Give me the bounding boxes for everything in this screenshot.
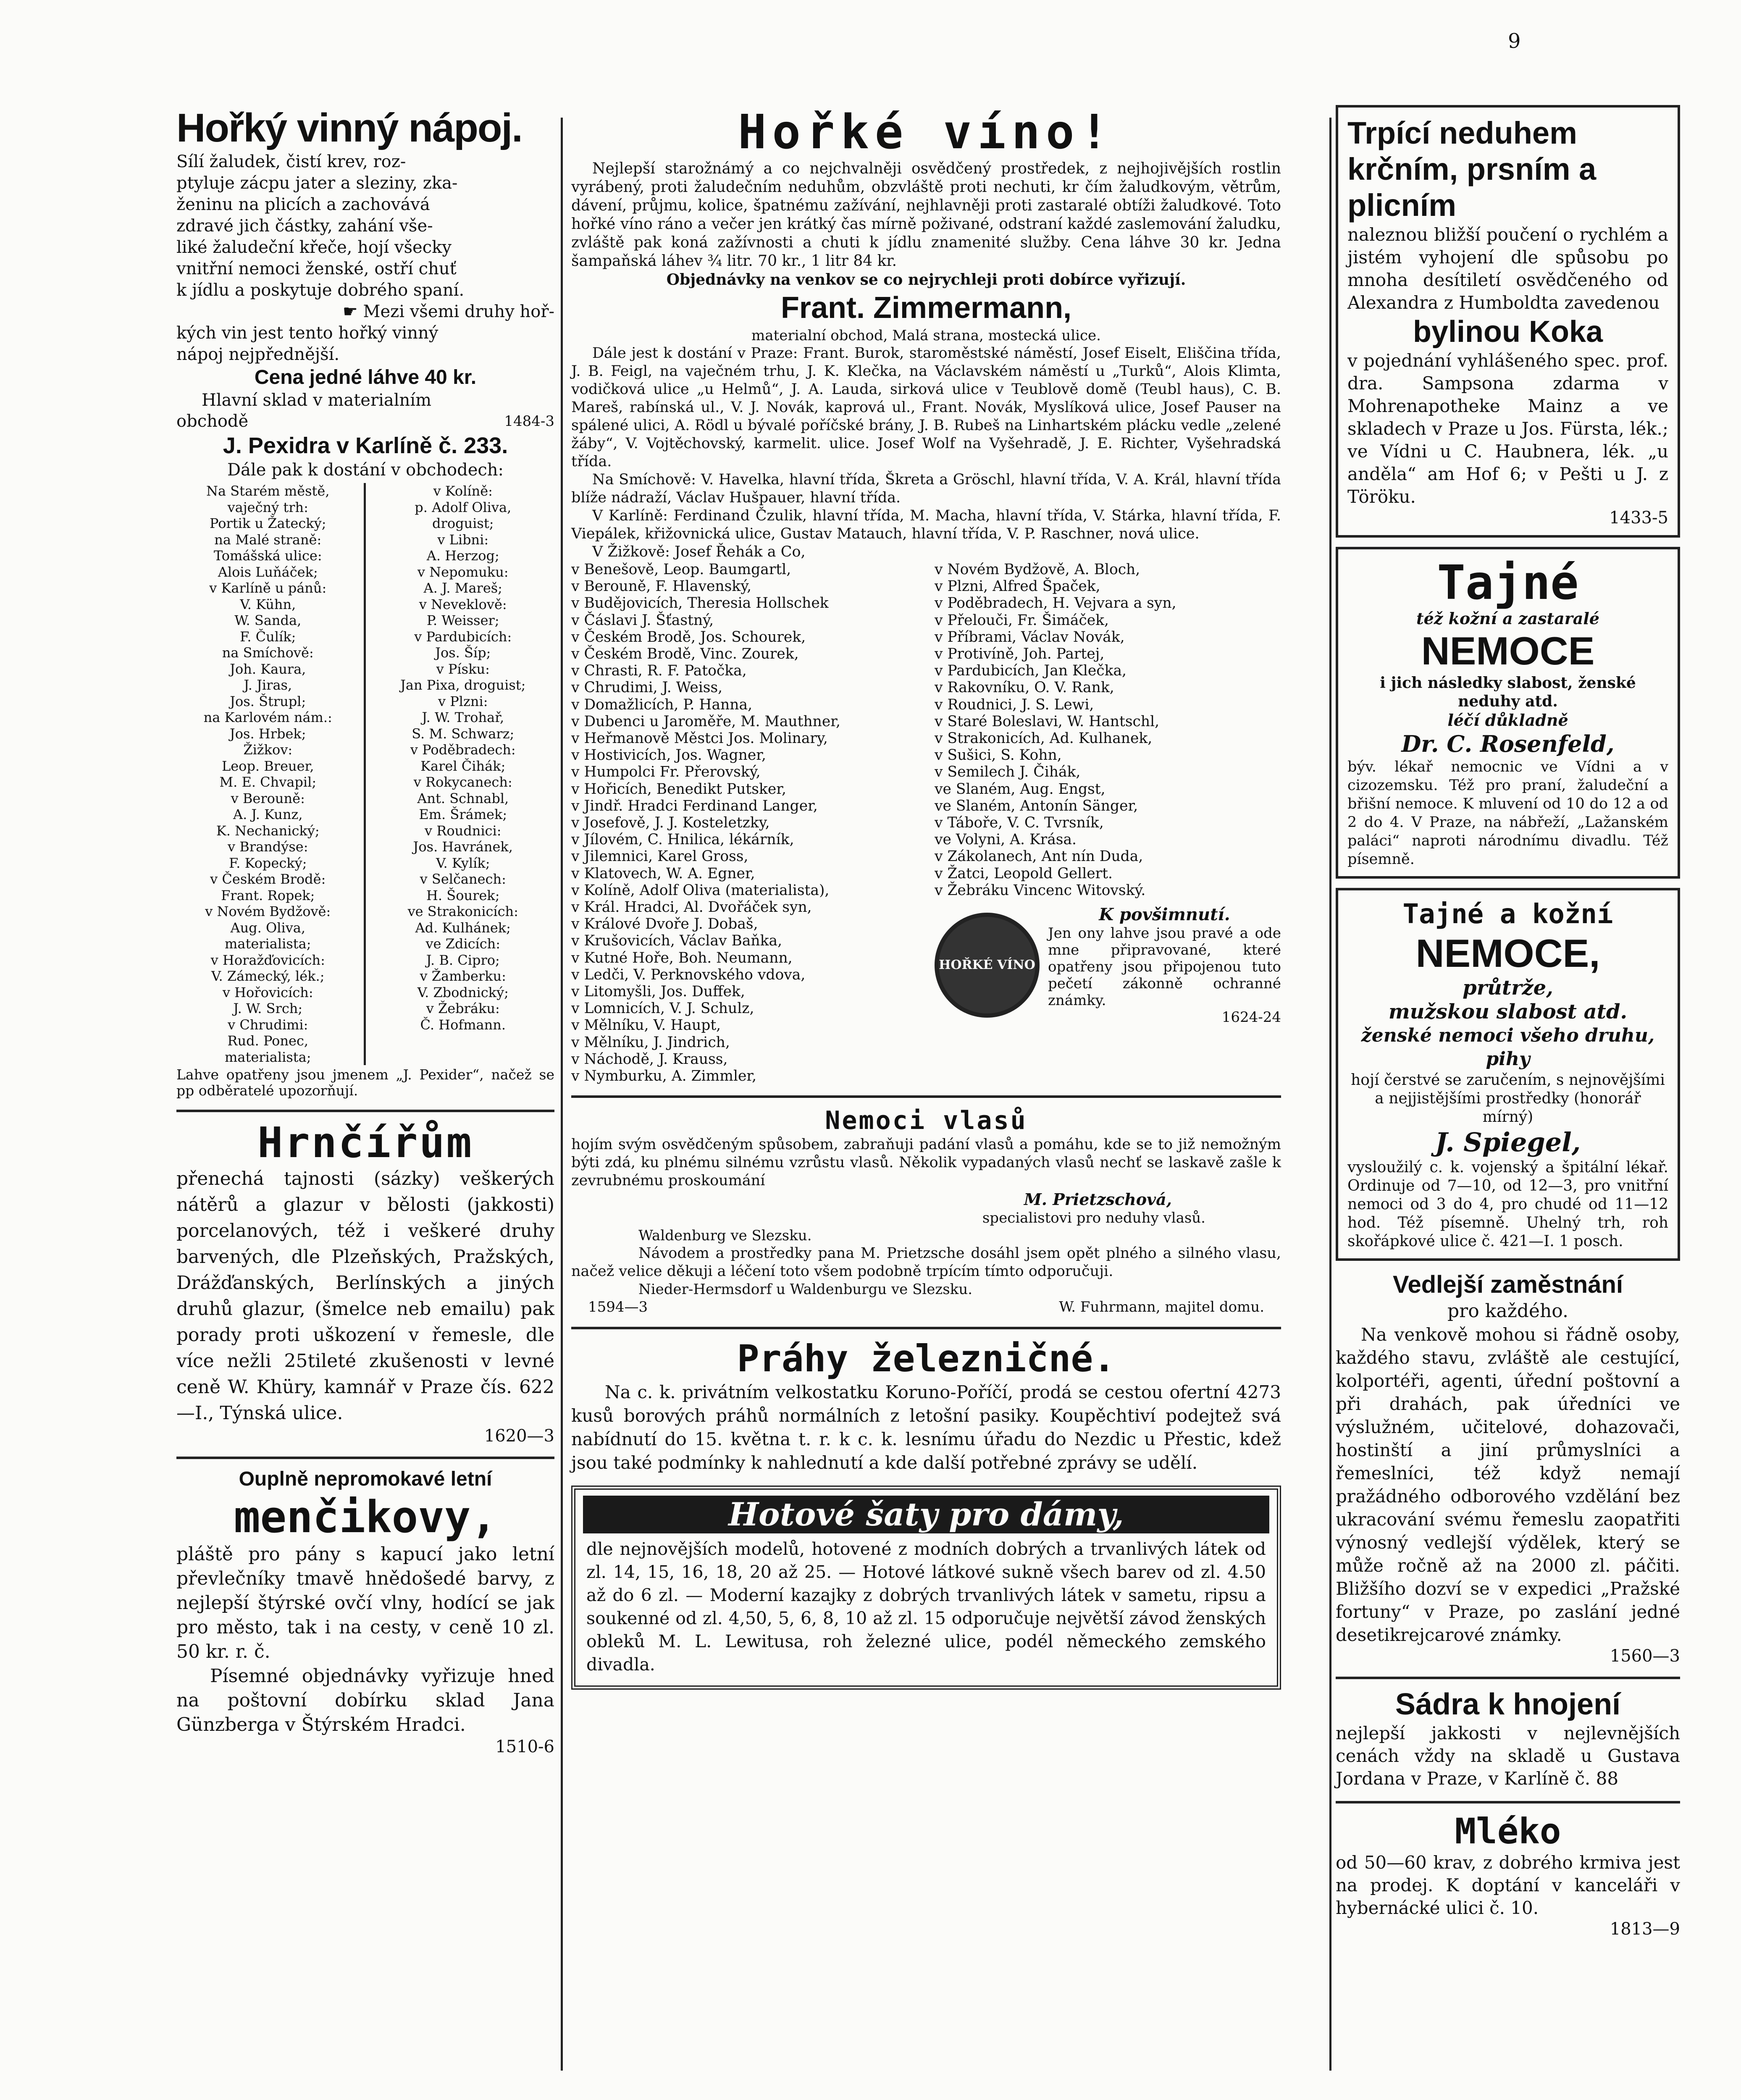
town-retailer: v Klatovech, W. A. Egner, — [571, 865, 755, 882]
ad-title: Hrnčířům — [257, 1118, 473, 1167]
shop-entry: P. Weisser; — [426, 612, 499, 628]
ad-body: dle nejnovějších modelů, hotovené z modních dobrých a trvanlivých látek od zl. 14, 15, 16, 18, 20 až 25. — Hotové látkové sukně všech barev od zl. 4.50 až do 6 zl. — Moderní kazajky z dobrých trvanlivých látek v sametu, ripsu a soukenné od zl. 4,50, 5, 6, 8, 10 až zl. 15 odporučuje největší závod ženských obleků M. L. Lewitusa, roh železné ulice, podél německého zemského divadla. — [586, 1539, 1266, 1675]
ad-line: vnitřní nemoci ženské, ostří chuť — [176, 259, 457, 278]
shop-entry: J. W. Srch; — [233, 1000, 303, 1016]
wine-seal-icon — [935, 913, 1040, 1018]
town-retailer: v Benešově, Leop. Baumgartl, — [571, 561, 791, 578]
town-retailer: v Hostivicích, Jos. Wagner, — [571, 747, 766, 764]
town-retailer: v Žebráku Vincenc Witovský. — [935, 882, 1146, 899]
town-retailer: v Králové Dvoře J. Dobaš, — [571, 916, 758, 933]
shop-entry: v Neveklově: — [419, 596, 507, 612]
shop-entry: H. Šourek; — [426, 887, 500, 903]
ad-ladies-dresses — [571, 1486, 1281, 1690]
town-retailer: v Sušici, S. Kohn, — [935, 747, 1062, 764]
town-retailer: ve Slaném, Antonín Sänger, — [935, 797, 1138, 814]
town-retailer: v Dubenci u Jaroměře, M. Mauthner, — [571, 713, 840, 730]
warehouse-text: obchodě — [176, 412, 249, 431]
town-retailer: v Žatci, Leopold Gellert. — [935, 865, 1113, 882]
town-retailer: v Josefově, J. J. Kosteletzky, — [571, 814, 770, 832]
retailers-prague: Dále jest k dostání v Praze: Frant. Burok, staroměstské náměstí, Josef Eiselt, Eliščina třída, J. B. Feigl, na vaječném trhu, J. K. Klečka, na Václavském náměstí u „Turků“, Alois Klimta, vodičková ulice „u Helmů“, J. A. Lauda, sirková ulice v Teublově domě (Teubl haus), C. B. Mareš, rabínská ul., V. J. Novák, kaprová ul., Frant. Novák, Myslíková ulice, Josef Pauser na spálené ulici, A. Rödl u bývalé poříčské brány, J. B. Rubeš na Linhartském plácku vedle „zelené žáby“, V. Vojtěchovský, karmelit. ulice. Josef Wolf na Vyšehradě, J. E. Richter, Vyšehradská třída. — [571, 345, 1281, 470]
shop-entry: V. Zbodnický; — [417, 984, 509, 1000]
ad-side-job — [1336, 1270, 1680, 1666]
shop-entry: Jos. Štrupl; — [230, 693, 306, 709]
town-retailer: v Domažlicích, P. Hanna, — [571, 696, 753, 713]
shop-entry: v Horažďovicích: — [210, 952, 325, 968]
ad-sub-3: ženské nemoci všeho druhu, pihy — [1361, 1025, 1655, 1070]
shop-entry: v Novém Bydžově: — [205, 903, 331, 919]
divider — [176, 1457, 554, 1459]
town-retailer: v Novém Bydžově, A. Bloch, — [935, 561, 1140, 578]
shop-entry: Na Starém městě, — [206, 483, 330, 499]
shop-entry: J. B. Cipro; — [426, 952, 500, 968]
shop-entry: vaječný trh: — [227, 499, 308, 515]
town-retailer: v Budějovicích, Theresia Hollschek — [571, 595, 829, 612]
divider — [176, 1110, 554, 1112]
seal-text: HOŘKÉ VÍNO — [939, 958, 1035, 973]
town-retailer: v Přelouči, Fr. Šimáček, — [935, 612, 1109, 629]
ad-body: od 50—60 krav, z dobrého krmiva jest na prodej. K doptání v kanceláři v hybernácké ulici č. 10. — [1336, 1852, 1680, 1918]
ad-body: hojím svým osvědčeným spůsobem, zabraňuji padání vlasů a pomáhu, kde se to již nemožným býti zdá, ku plnému silnému vzrůstu vlasů. Několik vypadaných vlasů nechť se laskavě zašle k zevrubnému proskoumání — [571, 1136, 1281, 1189]
town-retailer: v Kutné Hoře, Boh. Neumann, — [571, 949, 793, 966]
shop-entry: W. Sanda, — [234, 612, 302, 628]
town-retailer: v Hořicích, Benedikt Putsker, — [571, 780, 786, 798]
ad-body: naleznou bližší poučení o rychlém a jistém vyhojení dle spůsobu po mnoha desítiletí osvědčeného od Alexandra z Humboldta zavedenou — [1347, 224, 1668, 313]
seller-name: J. Pexidra v Karlíně č. 233. — [223, 433, 508, 458]
town-retailer: v Čáslavi J. Šťastný, — [571, 612, 714, 629]
shop-entry: J. W. Trohař, — [422, 709, 504, 725]
town-retailer: v Roudnici, J. S. Lewi, — [935, 696, 1094, 713]
shop-entry: Karel Čihák; — [420, 758, 506, 774]
town-retailer: v Rakovníku, O. V. Rank, — [935, 679, 1114, 696]
ad-ref: 1484-3 — [504, 413, 554, 430]
ad-body: pláště pro pány s kapucí jako letní převlečníky tmavě hnědošedé barvy, z nejlepší štýrské ovčí vlny, hodící se jak pro město, tak i na cesty, v ceně 10 zl. 50 kr. r. č. — [176, 1544, 554, 1662]
ad-line-2: léčí důkladně — [1447, 711, 1568, 730]
town-retailer: v Jílovém, C. Hnilica, lékárník, — [571, 831, 794, 848]
ad-ref: 1560—3 — [1610, 1646, 1680, 1666]
shop-entry: ve Strakonicích: — [407, 903, 518, 919]
ad-secret-diseases-2 — [1336, 888, 1680, 1261]
town-retailer: v Táboře, V. C. Tvrsník, — [935, 814, 1104, 832]
shop-entry: V. Zámecký, lék.; — [211, 968, 325, 984]
shop-entry: Joh. Kaura, — [230, 661, 306, 677]
shop-entry: K. Nechanický; — [216, 822, 320, 839]
place-2: Nieder-Hermsdorf u Waldenburgu ve Slezsku. — [638, 1281, 973, 1298]
ad-ref: 1510-6 — [495, 1737, 554, 1756]
signature: M. Prietzschová, — [1024, 1190, 1172, 1209]
shop-entry: ve Zdicích: — [425, 936, 501, 952]
towns-right — [935, 561, 1281, 899]
ad-body: Na venkově mohou si řádně osoby, každého stavu, zvláště ale cestující, kolportéři, agenti, úřední poštovní a při drahách, pak úředníci ve výslužném, učitelové, dohazovači, hostinští a jiní průmyslníci a řemeslníci, též když nemají pražádného odborového vzdělání bez ukracování svému řemeslu zaopatřiti výnosný vedlejší výdělek, který se může ročně až na 2000 zl. páčiti. Bližšího dozví se v expedici „Pražské fortuny“ v Praze, po zaslání jedné desetikrejcarové známky. — [1336, 1324, 1680, 1645]
ad-title: Sádra k hnojení — [1395, 1688, 1621, 1721]
signer-row — [571, 1298, 1281, 1316]
shop-entry: Ant. Schnabl, — [417, 790, 509, 806]
shop-entry: Leop. Breuer, — [221, 758, 314, 774]
town-retailer: v Chrudimi, J. Weiss, — [571, 679, 723, 696]
ad-title-2: NEMOCE, — [1415, 931, 1600, 975]
ad-ref: 1433-5 — [1609, 508, 1668, 528]
signature-sub: specialistovi pro neduhy vlasů. — [982, 1210, 1205, 1227]
shop-entry: v Libni: — [437, 531, 489, 548]
ad-line: ženinu na plicích a zachovává — [176, 195, 430, 214]
ad-raincoats — [176, 1467, 554, 1756]
shop-entry: v Brandýse: — [228, 839, 308, 855]
shop-entry: v Nepomuku: — [417, 564, 509, 580]
ad-body — [176, 151, 554, 365]
town-retailer: v Humpolci Fr. Přerovský, — [571, 764, 761, 781]
shop-entry: Portik u Žatecký; — [209, 515, 326, 531]
ad-title: Trpící neduhem krčním, prsním a plicním — [1347, 116, 1597, 223]
price: Cena jedné láhve 40 kr. — [254, 366, 477, 388]
town-retailer: v Staré Boleslavi, W. Hantschl, — [935, 713, 1160, 730]
shop-entry: v Žamberku: — [420, 968, 506, 984]
shop-entry: materialista; — [225, 1049, 311, 1065]
doctor-name: Dr. C. Rosenfeld, — [1401, 730, 1615, 757]
shop-entry: Em. Šrámek; — [419, 806, 507, 822]
ad-line: nápoj nejpřednější. — [176, 345, 340, 364]
place: Waldenburg ve Slezsku. — [638, 1227, 812, 1244]
ad-title: Hotové šaty pro dámy, — [583, 1496, 1269, 1533]
town-retailer: v Náchodě, J. Krauss, — [571, 1050, 728, 1068]
shop-entry: J. Jiras, — [244, 677, 292, 693]
ad-line-1: i jich následky slabost, ženské neduhy atd. — [1380, 674, 1636, 710]
town-retailer: v Krušovicích, Václav Baňka, — [571, 932, 783, 950]
shop-entry: na Smíchově: — [222, 645, 314, 661]
warehouse-line: Hlavní sklad v materialním — [202, 391, 431, 410]
warehouse-line-2 — [176, 411, 554, 432]
ad-body: Nejlepší starožnámý a co nejchvalněji osvědčený prostředek, z nejhojivějších rostlin vyrábený, proti žaludečním neduhům, obzvláště proti nechuti, kr čím žaludkovým, větrům, dávení, průjmu, kolice, špatnému zažívání, nejhlavněji proti zastaralé obtíži žaludkové. Toto hořké víno ráno a večer jen krátký čas mírně poživané, odstraní každé zaslemování žaludku, zvláště pak koná zažívnosti a chuti k jídlu znamenité služby. Cena láhve 30 kr. Jedna šampaňská láhev ¾ litr. 70 kr., 1 litr 84 kr. — [571, 160, 1281, 270]
footnote: Lahve opatřeny jsou jmenem „J. Pexider“, načež se pp odběratelé upozorňují. — [176, 1066, 554, 1099]
town-retailer: v Semilech J. Čihák, — [935, 764, 1081, 781]
shop-entry: p. Adolf Oliva, — [415, 499, 512, 515]
shop-entry: v Poděbradech: — [410, 742, 516, 758]
shop-entry: A. J. Kunz, — [233, 806, 303, 822]
shop-entry: A. Herzog; — [426, 548, 499, 564]
ad-line — [176, 301, 554, 323]
pointing-hand-icon: ☛ — [342, 302, 363, 321]
shop-entry: Rud. Ponec, — [227, 1033, 309, 1049]
notice-ref: 1624-24 — [1221, 1009, 1281, 1026]
ad-title: menčikovy, — [234, 1491, 497, 1543]
shop-entry: V. Kylík; — [436, 855, 490, 871]
retailers-towns — [571, 561, 1281, 1084]
shop-entry: na Karlovém nám.: — [203, 709, 332, 725]
seller-sub: materialní obchod, Malá strana, mostecká ulice. — [751, 327, 1101, 344]
town-retailer: v Českém Brodě, Jos. Schourek, — [571, 628, 806, 646]
shop-entry: v Karlíně u pánů: — [209, 580, 327, 596]
ad-title: Tajné — [1437, 556, 1579, 610]
town-retailer: v Jilemnici, Karel Gross, — [571, 848, 748, 865]
shop-entry: v Hořovicích: — [222, 984, 313, 1000]
ad-bitter-wine — [571, 105, 1281, 1084]
ad-body-2: Písemné objednávky vyřizuje hned na poštovní dobírku sklad Jana Günzberga v Štýrském Hradci. — [176, 1665, 554, 1735]
ad-line: Sílí žaludek, čistí krev, roz- — [176, 152, 406, 171]
shop-list — [176, 483, 554, 1065]
ad-bitter-wine-drink — [176, 105, 554, 1099]
ad-line: liké žaludeční křeče, hojí všecky — [176, 238, 452, 257]
shop-entry: Ad. Kulhánek; — [415, 919, 511, 936]
shop-entry: Jos. Šíp; — [435, 645, 491, 661]
ad-title-2: NEMOCE — [1421, 629, 1595, 673]
ad-line: zdravé jich částky, zahání vše- — [176, 216, 433, 236]
trademark-notice — [935, 905, 1281, 1026]
ad-subtitle: též kožní a zastaralé — [1416, 609, 1599, 628]
shop-entry: v Rokycanech: — [413, 774, 512, 790]
town-retailer: v Jindř. Hradci Ferdinand Langer, — [571, 797, 818, 814]
shop-entry: v Berouně: — [231, 790, 305, 806]
ad-title: Hořký vinný nápoj. — [176, 105, 522, 150]
ad-title: Nemoci vlasů — [825, 1106, 1027, 1136]
ad-milk — [1336, 1811, 1680, 1939]
orders-note: Objednávky na venkov se co nejrychleji proti dobírce vyřizují. — [666, 271, 1186, 289]
divider — [1336, 1801, 1680, 1803]
town-retailer: v Heřmanově Městci Jos. Molinary, — [571, 730, 828, 747]
shop-entry: v Plzni: — [438, 693, 488, 709]
ad-body: nejlepší jakkosti v nejlevnějších cenách vždy na skladě u Gustava Jordana v Praze, v Karlíně č. 88 — [1336, 1723, 1680, 1789]
shop-entry: v Písku: — [436, 661, 490, 677]
shop-entry: v Roudnici: — [425, 822, 502, 839]
right-column — [1336, 105, 1680, 1950]
town-retailer: v Strakonicích, Ad. Kulhanek, — [935, 730, 1153, 747]
shop-entry: materialista; — [225, 936, 311, 952]
shop-entry: na Malé straně: — [214, 531, 322, 548]
shop-entry: v Selčanech: — [420, 871, 506, 887]
ad-sub-2: mužskou slabost atd. — [1388, 1000, 1628, 1024]
ad-line: k jídlu a poskytuje dobrého spaní. — [176, 281, 465, 300]
shop-entry: M. E. Chvapil; — [219, 774, 317, 790]
town-retailer: v Chrasti, R. F. Patočka, — [571, 662, 747, 680]
ad-title: Mléko — [1455, 1811, 1561, 1852]
ad-title: Hořké víno! — [738, 105, 1114, 160]
town-retailer: v Ledči, V. Perknovského vdova, — [571, 966, 806, 983]
ad-koka — [1336, 105, 1680, 538]
ad-secret-diseases-1 — [1336, 547, 1680, 879]
ad-title-2: bylinou Koka — [1413, 315, 1603, 349]
middle-column — [571, 105, 1281, 1699]
shop-list-left — [176, 483, 366, 1065]
notice-wrap — [1048, 905, 1281, 1026]
retailers-karlin: V Karlíně: Ferdinand Čzulik, hlavní třída, M. Macha, hlavní třída, V. Stárka, hlavní třída, F. Viepálek, křižovnická ulice, Gustav Matauch, hlavní třída, V. P. Raschner, nová ulice. — [571, 507, 1281, 542]
divider — [571, 1095, 1281, 1098]
town-retailer: v Mělníku, V. Haupt, — [571, 1017, 721, 1034]
ad-railway-sleepers — [571, 1337, 1281, 1475]
town-retailer: v Plzni, Alfred Špaček, — [935, 578, 1100, 595]
ad-gypsum — [1336, 1687, 1680, 1790]
ad-body: býv. lékař nemocnic ve Vídni a v cizozemsku. Též pro praní, žaludeční a břišní nemoce. K mluvení od 10 do 12 a od 2 do 4. V Praze, na nábřeží, „Lažanském paláci“ naproti národnímu divadlu. Též písemně. — [1347, 759, 1668, 868]
ad-body: Na c. k. privátním velkostatku Koruno-Poříčí, prodá se cestou ofertní 4273 kusů borových práhů normálních z letošní pasiky. Koupěchtiví podejtež svá nabídnutí do 15. května t. r. k c. k. lesnímu úřadu do Nezdic u Přestic, kdež jsou také podmínky k nahlednutí a kde další potřebné zprávy se udělí. — [571, 1382, 1281, 1473]
ad-ref: 1813—9 — [1610, 1919, 1680, 1939]
signer: W. Fuhrmann, majitel domu. — [1059, 1299, 1264, 1316]
further-shops: Dále pak k dostání v obchodech: — [227, 460, 504, 480]
testimonial: Návodem a prostředky pana M. Prietzsche dosáhl jsem opět plného a silného vlasu, načež velice děkuji a léčení toto všem podobně trpícím tímto odporučuji. — [571, 1245, 1281, 1280]
seller-name: Frant. Zimmermann, — [780, 291, 1072, 325]
shop-entry: v Chrudimi: — [228, 1016, 308, 1033]
shop-entry: F. Kopecký; — [229, 855, 307, 871]
shop-entry: v Českém Brodě: — [210, 871, 326, 887]
shop-entry: F. Čulík; — [240, 628, 296, 645]
town-retailer: v Příbrami, Václav Novák, — [935, 628, 1125, 646]
town-retailer: v Pardubicích, Jan Klečka, — [935, 662, 1127, 680]
retailers-zizkov: V Žižkově: Josef Řehák a Co, — [592, 543, 806, 560]
town-retailer: ve Slaném, Aug. Engst, — [935, 780, 1106, 798]
notice-head: K povšimnutí. — [1099, 905, 1230, 925]
shop-entry: Jan Pixa, droguist; — [400, 677, 526, 693]
ad-line: kých vin jest tento hořký vinný — [176, 323, 439, 343]
ad-subtitle: pro každého. — [1447, 1300, 1568, 1322]
shop-entry: Tomášská ulice: — [213, 548, 322, 564]
shop-entry: Frant. Ropek; — [221, 887, 315, 903]
shop-list-right — [366, 483, 555, 1065]
ad-line: ptyluje zácpu jater a sleziny, zka- — [176, 173, 458, 193]
shop-entry: v Kolíně: — [433, 483, 493, 499]
shop-entry: droguist; — [432, 515, 494, 531]
ad-title: Vedlejší zaměstnání — [1392, 1271, 1623, 1298]
ad-sub-1: průtrže, — [1463, 976, 1553, 1000]
town-retailer: v Lomnicích, V. J. Schulz, — [571, 1000, 754, 1017]
town-retailer: v Protivíně, Joh. Partej, — [935, 646, 1105, 663]
retailers-smichov: Na Smíchově: V. Havelka, hlavní třída, Škreta a Gröschl, hlavní třída, V. A. Král, hlavní třída blíže nádraží, Václav Hušpauer, hlavní třída. — [571, 471, 1281, 506]
shop-entry: v Pardubicích: — [414, 628, 512, 645]
column-rule-right — [1329, 118, 1331, 2071]
town-retailer: v Českém Brodě, Vinc. Zourek, — [571, 646, 799, 663]
town-retailer: v Litomyšli, Jos. Duffek, — [571, 983, 745, 1000]
notice-text: Jen ony lahve jsou pravé a ode mne připravované, které opatřeny jsou připojenou tuto pečetí zákonně ochranné známky. — [1048, 925, 1281, 1009]
ad-body: přenechá tajnosti (sázky) veškerých nátěrů a glazur v bělosti (jakkosti) porcelanových, též i veškeré druhy barvených, dle Plzeňských, Pražských, Drážďanských, Berlínských a jiných druhů glazur, (šmelce neb emailu) pak porady proti uškození v řemesle, dle více nežli 25tileté zkušenosti v levné ceně W. Khüry, kamnář v Praze čís. 622—I., Týnská ulice. — [176, 1168, 554, 1424]
ad-line-text: Mezi všemi druhy hoř- — [363, 302, 554, 321]
town-retailer: v Berouně, F. Hlavenský, — [571, 578, 752, 595]
towns-right-wrap — [935, 561, 1281, 1084]
town-retailer: v Nymburku, A. Zimmler, — [571, 1068, 757, 1085]
shop-entry: S. M. Schwarz; — [412, 725, 515, 742]
shop-entry: A. J. Mareš; — [423, 580, 502, 596]
town-retailer: ve Volyni, A. Krása. — [935, 831, 1077, 848]
towns-left — [571, 561, 918, 1084]
town-retailer: v Mělníku, J. Jindrich, — [571, 1034, 730, 1051]
shop-entry: Jos. Havránek, — [413, 839, 513, 855]
ad-line-1: hojí čerstvé se zaručením, s nejnovějšími a nejjistějšími prostředky (honorář mírný) — [1351, 1071, 1665, 1126]
ad-potters — [176, 1120, 554, 1446]
ad-title: Práhy železničné. — [737, 1337, 1116, 1381]
shop-entry: Jos. Hrbek; — [229, 725, 306, 742]
left-column — [176, 105, 554, 1767]
doctor-name: J. Spiegel, — [1435, 1127, 1581, 1158]
town-retailer: v Zákolanech, Ant nín Duda, — [935, 848, 1143, 865]
town-retailer: v Poděbradech, H. Vejvara a syn, — [935, 595, 1176, 612]
shop-entry: Žižkov: — [243, 742, 293, 758]
ad-ref: 1620—3 — [484, 1426, 554, 1446]
ad-hair — [571, 1105, 1281, 1316]
column-rule-left — [561, 118, 563, 2071]
divider — [1336, 1677, 1680, 1679]
ad-kicker: Ouplně nepromokavé letní — [239, 1468, 492, 1490]
page-number: 9 — [1508, 29, 1521, 53]
shop-entry: Č. Hofmann. — [420, 1016, 506, 1033]
ad-body: vysloužilý c. k. vojenský a špitální lékař. Ordinuje od 7—10, od 12—3, pro vnitřní nemoci od 3 do 4, pro chudé od 11—12 hod. Též písemně. Uhelný trh, roh skořápkové ulice č. 421—I. 1 posch. — [1347, 1159, 1668, 1250]
ad-title: Tajné a kožní — [1402, 899, 1613, 930]
ad-body-2: v pojednání vyhlášeného spec. prof. dra. Sampsona zdarma v Mohrenapotheke Mainz a ve skladech v Praze u Jos. Fürsta, lék.; ve Vídni u C. Haubnera, lék. „u anděla“ am Hof 6; v Pešti u J. z Töröku. — [1347, 350, 1668, 507]
ad-ref: 1594—3 — [588, 1299, 648, 1316]
shop-entry: Aug. Oliva, — [230, 919, 306, 936]
shop-entry: V. Kühn, — [240, 596, 296, 612]
divider — [571, 1327, 1281, 1329]
town-retailer: v Kolíně, Adolf Oliva (materialista), — [571, 882, 830, 899]
shop-entry: Alois Luňáček; — [218, 564, 318, 580]
town-retailer: v Král. Hradci, Al. Dvořáček syn, — [571, 899, 812, 916]
shop-entry: v Žebráku: — [426, 1000, 500, 1016]
